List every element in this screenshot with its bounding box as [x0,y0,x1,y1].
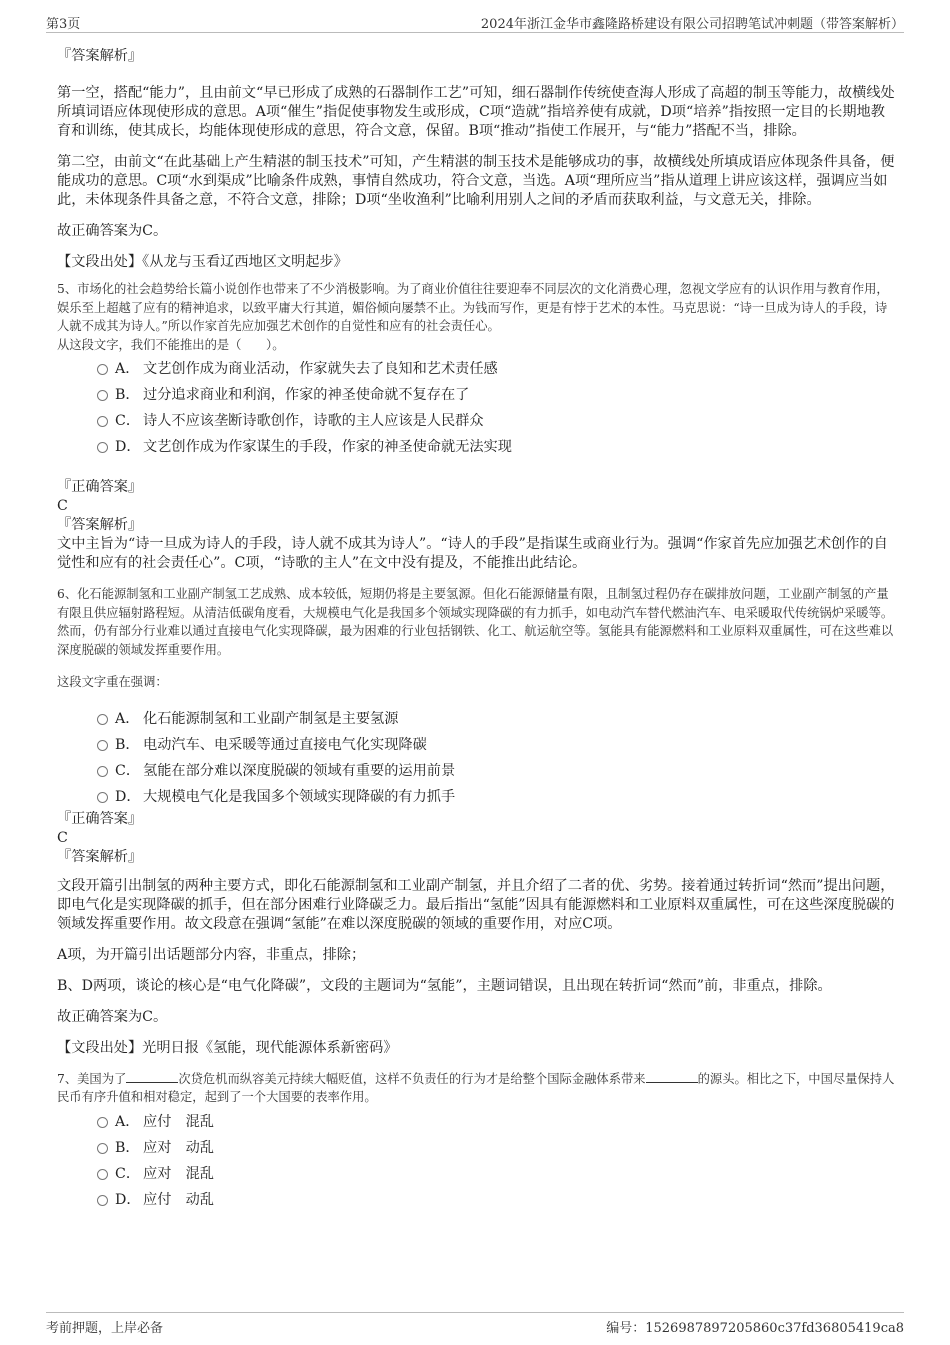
fill-blank [126,1070,178,1083]
q6-analysis-label: 『答案解析』 [57,848,143,865]
page-header [46,10,904,33]
document-code: 编号：1526987897205860c37fd36805419ca8 [606,1321,904,1336]
radio-button[interactable] [97,714,108,725]
radio-button[interactable] [97,1117,108,1128]
document-title: 2024年浙江金华市鑫隆路桥建设有限公司招聘笔试冲刺题（带答案解析） [480,17,904,32]
page-footer [46,1312,904,1337]
footer-slogan: 考前押题，上岸必备 [46,1321,164,1336]
q5-options [57,356,895,460]
q6-stem: 6、化石能源制氢和工业副产制氢工艺成熟、成本较低，短期仍将是主要氢源。但化石能源储量有限，且制氢过程仍存在碳排放问题，工业副产制氢的产量有限且供应辐射路程短。从清洁低碳角度看，大规模电气化是我国多个领域实现降碳的有力抓手，如电动汽车替代燃油汽车、电采暖取代传统锅炉采暖等。然而，仍有部分行业难以通过直接电气化实现降碳，最为困难的行业包括钢铁、化工、航运航空等。氢能具有能源燃料和工业原料双重属性，可在这些难以深度脱碳的领域发挥重要作用。 [57,587,894,657]
radio-button[interactable] [97,390,108,401]
q6-analysis-para3: B、D两项，谈论的核心是“电气化降碳”，文段的主题词为“氢能”，主题词错误，且出现在转折词“然而”前，非重点，排除。 [57,977,832,994]
q7-option-c[interactable]: C． 应对 混乱 [57,1161,895,1187]
q6-analysis-para2: A项，为开篇引出话题部分内容，非重点，排除； [57,946,366,963]
q7-option-a[interactable]: A． 应付 混乱 [57,1109,895,1135]
q6-option-d[interactable]: D． 大规模电气化是我国多个领域实现降碳的有力抓手 [57,784,895,810]
q5-analysis: 文中主旨为“诗一旦成为诗人的手段，诗人就不成其为诗人”。“诗人的手段”是指谋生或商业行为。强调“作家首先应加强艺术创作的自觉性和应有的社会责任心”。C项，“诗歌的主人”在文中没有提及，不能推出此结论。 [57,536,888,571]
q5-question: 从这段文字，我们不能推出的是（ ）。 [57,337,285,352]
q5-option-d[interactable]: D． 文艺创作成为作家谋生的手段，作家的神圣使命就无法实现 [57,434,895,460]
radio-button[interactable] [97,442,108,453]
q7-option-d[interactable]: D． 应付 动乱 [57,1187,895,1213]
fill-blank [646,1070,698,1083]
q6-option-c[interactable]: C． 氢能在部分难以深度脱碳的领域有重要的运用前景 [57,758,895,784]
q6-source: 【文段出处】光明日报《氢能，现代能源体系新密码》 [57,1039,398,1056]
radio-button[interactable] [97,364,108,375]
page-number: 第3页 [46,17,81,32]
q6-options [57,706,895,810]
q6-question: 这段文字重在强调： [57,675,168,689]
q5-stem: 5、市场化的社会趋势给长篇小说创作也带来了不少消极影响。为了商业价值往往要迎奉不同层次的文化消费心理，忽视文学应有的认识作用与教育作用，娱乐至上超越了应有的精神追求，以致平庸大行其道，媚俗倾向屡禁不止。为钱而写作，更是有悖于艺术的本性。马克思说：“诗一旦成为诗人的手段，诗人就不成其为诗人。”所以作家首先应加强艺术创作的自觉性和应有的社会责任心。 [57,282,889,333]
q4-conclusion: 故正确答案为C。 [57,223,168,239]
q4-analysis-para2: 第二空，由前文“在此基础上产生精湛的制玉技术”可知，产生精湛的制玉技术是能够成功的事，故横线处所填成语应体现条件具备，便能成功的意思。C项“水到渠成”比喻条件成熟，事情自然成功，符合文意，当选。A项“理所应当”指从道理上讲应该这样，强调应当如此，未体现条件具备之意，不符合文意，排除；D项“坐收渔利”比喻利用别人之间的矛盾而获取利益，与文意无关，排除。 [57,154,895,208]
q4-source: 【文段出处】《从龙与玉看辽西地区文明起步》 [57,254,348,270]
q4-analysis-label: 『答案解析』 [57,48,143,64]
q6-analysis-para1: 文段开篇引出制氢的两种主要方式，即化石能源制氢和工业副产制氢，并且介绍了二者的优、劣势。接着通过转折词“然而”提出问题，即电气化是实现降碳的抓手，但在部分困难行业降碳乏力。最后指出“氢能”因具有能源燃料和工业原料双重属性，可在这些深度脱碳的领域发挥重要作用。故文段意在强调“氢能”在难以深度脱碳的领域的重要作用，对应C项。 [57,877,895,932]
q6-answer-label: 『正确答案』 [57,810,143,827]
radio-button[interactable] [97,1195,108,1206]
q6-option-a[interactable]: A． 化石能源制氢和工业副产制氢是主要氢源 [57,706,895,732]
q7-option-b[interactable]: B． 应对 动乱 [57,1135,895,1161]
q5-answer: C [57,498,68,514]
q5-option-b[interactable]: B． 过分追求商业和利润，作家的神圣使命就不复存在了 [57,382,895,408]
radio-button[interactable] [97,416,108,427]
q6-conclusion: 故正确答案为C。 [57,1008,168,1025]
q7-stem: 7、美国为了 次贷危机而纵容美元持续大幅贬值，这样不负责任的行为才是给整个国际金融体系带来 的源头。相比之下，中国尽量保持人民币有序升值和相对稳定，起到了一个大国要的表率作用。 [57,1071,895,1104]
radio-button[interactable] [97,1169,108,1180]
q5-analysis-label: 『答案解析』 [57,517,143,533]
q6-answer: C [57,829,68,846]
radio-button[interactable] [97,1143,108,1154]
radio-button[interactable] [97,792,108,803]
q6-option-b[interactable]: B． 电动汽车、电采暖等通过直接电气化实现降碳 [57,732,895,758]
page-content [57,45,895,1213]
q5-answer-label: 『正确答案』 [57,479,143,495]
q5-option-c[interactable]: C． 诗人不应该垄断诗歌创作，诗歌的主人应该是人民群众 [57,408,895,434]
q4-analysis-para1: 第一空，搭配“能力”，且由前文“早已形成了成熟的石器制作工艺”可知，细石器制作传统使查海人形成了高超的制玉等能力，故横线处所填词语应体现使形成的意思。A项“催生”指促使事物发生或形成，C项“造就”指培养使有成就，D项“培养”指按照一定目的长期地教育和训练，使其成长，均能体现使形成的意思，符合文意，保留。B项“推动”指使工作展开，与“能力”搭配不当，排除。 [57,85,895,139]
q5-option-a[interactable]: A． 文艺创作成为商业活动，作家就失去了良知和艺术责任感 [57,356,895,382]
q7-options [57,1109,895,1213]
radio-button[interactable] [97,740,108,751]
radio-button[interactable] [97,766,108,777]
